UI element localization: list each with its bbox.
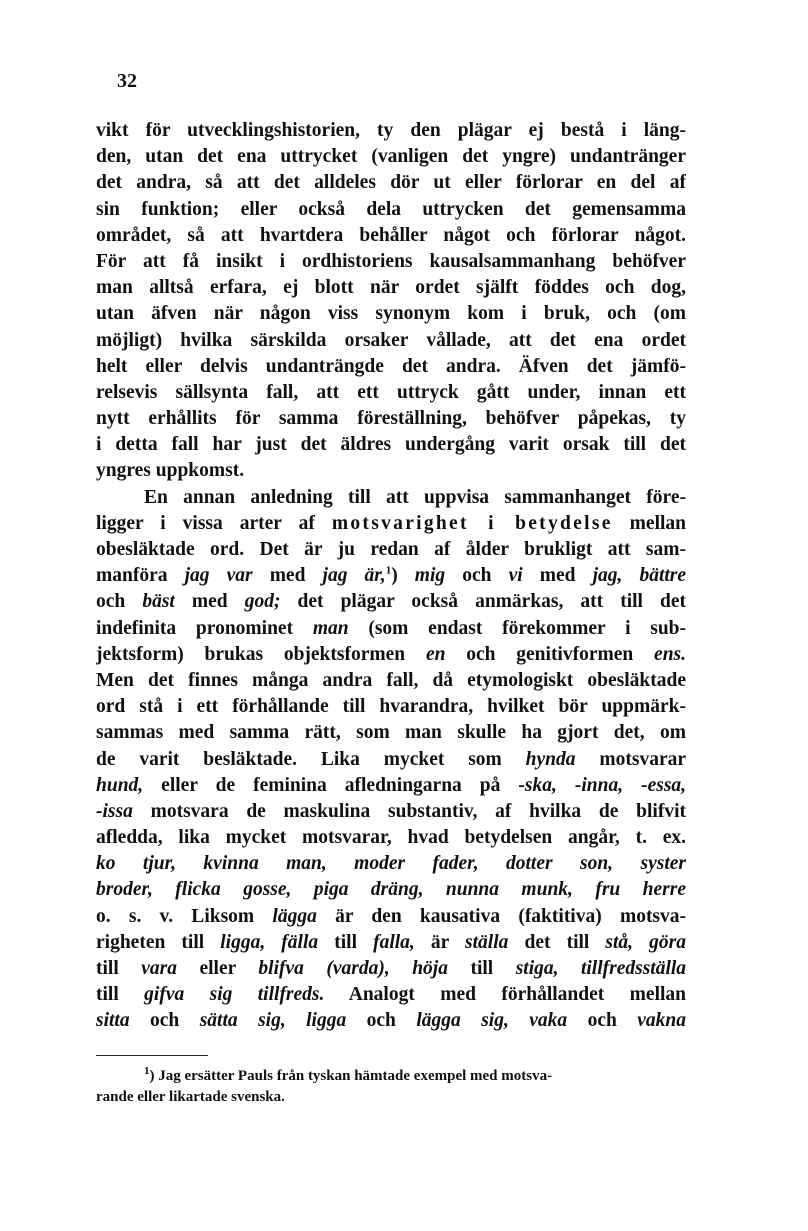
text-line: ko tjur, kvinna man, moder fader, dotter son, syster — [96, 853, 686, 875]
text-line: till vara eller blifva (varda), höja till stiga, tillfredsställa — [96, 958, 686, 979]
text-line: manföra jag var med jag är,$^1$) mig och vi med jag, bättre — [96, 564, 686, 587]
footnote-line: rande eller likartade svenska. — [96, 1089, 285, 1105]
text-line: sitta och sätta sig, ligga och lägga sig, vaka och vakna — [96, 1010, 686, 1032]
text-line: o. s. v. Liksom lägga är den kausativa (faktitiva) motsva- — [96, 905, 686, 927]
footnote-ref: 1 — [385, 564, 392, 577]
text-line: ligger i vissa arter af motsvarighet i betydelse mellan — [96, 512, 686, 534]
footnote-divider — [96, 1055, 208, 1056]
text-line: afledda, lika mycket motsvarar, hvad betydelsen angår, t. ex. — [96, 827, 686, 849]
text-line: En annan anledning till att uppvisa sammanhanget före- — [144, 486, 686, 508]
spaced-emphasis: motsvarighet i betydelse — [331, 512, 613, 534]
text-line: nytt erhållits för samma föreställning, behöfver påpekas, ty — [96, 408, 686, 430]
text-line: möjligt) hvilka särskilda orsaker vållade, att det ena ordet — [96, 329, 686, 351]
text-line: området, så att hvartdera behåller något och förlorar något. — [96, 224, 686, 246]
text-line: ord stå i ett förhållande till hvarandra, hvilket bör uppmärk- — [96, 696, 686, 718]
text-line: Men det finnes många andra fall, då etymologiskt obesläktade — [96, 669, 686, 691]
text-line: jektsform) brukas objektsformen en och genitivformen ens. — [96, 643, 686, 665]
text-line: hund, eller de feminina afledningarna på -ska, -inna, -essa, — [96, 774, 686, 796]
text-line: sin funktion; eller också dela uttrycken det gemensamma — [96, 198, 686, 220]
text-line: det andra, så att det alldeles dör ut eller förlorar en del af — [96, 172, 686, 194]
text-line: obesläktade ord. Det är ju redan af ålder brukligt att sam- — [96, 539, 686, 560]
text-line: i detta fall har just det äldres undergång varit orsak till det — [96, 434, 686, 456]
text-line: righeten till ligga, fälla till falla, är ställa det till stå, göra — [96, 931, 686, 953]
text-line: man alltså erfara, ej blott när ordet själft föddes och dog, — [96, 277, 686, 299]
footnote-line: $^1$) Jag ersätter Pauls från tyskan hämtade exempel med motsva- — [144, 1065, 553, 1084]
text-line: yngres uppkomst. — [96, 460, 245, 482]
text-line: helt eller delvis undanträngde det andra. Äfven det jämfö- — [96, 355, 686, 377]
page-number: 32 — [117, 70, 137, 92]
footnote — [96, 1066, 686, 1108]
text-line: broder, flicka gosse, piga dräng, nunna munk, fru herre — [96, 879, 686, 901]
text-line: vikt för utvecklingshistorien, ty den plägar ej bestå i läng- — [96, 120, 686, 141]
text-line: till gifva sig tillfreds. Analogt med förhållandet mellan — [96, 984, 686, 1006]
text-line: utan äfven när någon viss synonym kom i bruk, och (om — [96, 303, 686, 325]
text-line: den, utan det ena uttrycket (vanligen det yngre) undantränger — [96, 146, 686, 168]
text-line: de varit besläktade. Lika mycket som hynda motsvarar — [96, 748, 686, 770]
text-line: sammas med samma rätt, som man skulle ha gjort det, om — [96, 722, 686, 744]
text-line: För att få insikt i ordhistoriens kausalsammanhang behöfver — [96, 250, 686, 272]
text-line: -issa motsvara de maskulina substantiv, af hvilka de blifvit — [96, 800, 686, 822]
text-line: relsevis sällsynta fall, att ett uttryck gått under, innan ett — [96, 381, 686, 403]
text-line: indefinita pronominet man (som endast förekommer i sub- — [96, 617, 686, 639]
text-line: och bäst med god; det plägar också anmärkas, att till det — [96, 591, 686, 613]
footnote-marker: 1 — [144, 1065, 150, 1077]
body-text — [96, 118, 686, 1035]
